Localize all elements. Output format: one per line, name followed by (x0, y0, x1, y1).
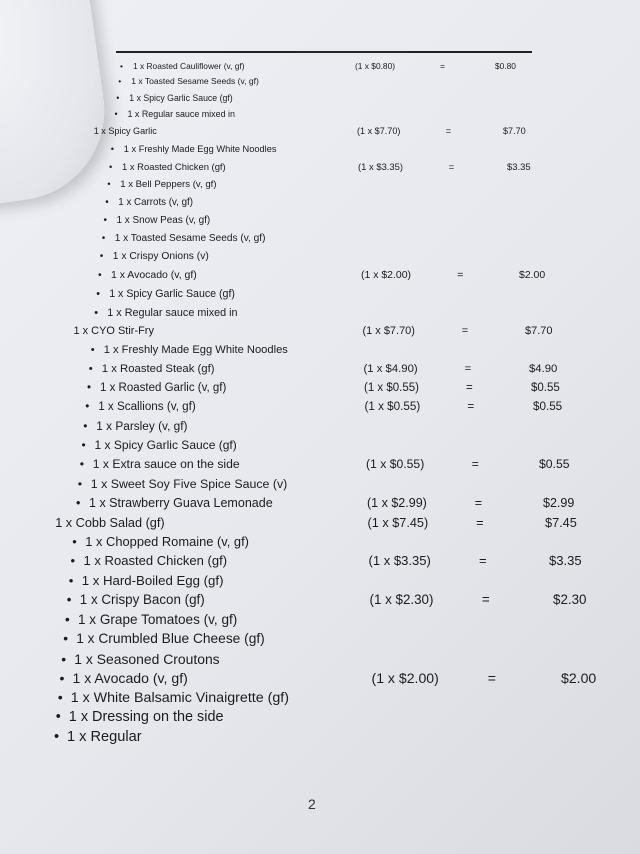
equals-sign: = (464, 362, 472, 375)
equals-sign: = (487, 670, 496, 687)
item-calculation: (1 x $0.80) (355, 61, 396, 72)
equals-sign: = (467, 400, 475, 414)
item-name: 1 x Cobb Salad (gf) (55, 514, 165, 530)
equals-sign: = (476, 514, 484, 530)
item-total: $2.30 (553, 592, 587, 608)
item-modifier: • 1 x Spicy Garlic Sauce (gf) (95, 438, 237, 452)
item-calculation: (1 x $7.70) (357, 126, 401, 137)
item-modifier: • 1 x Roasted Steak (gf) (102, 363, 215, 375)
equals-sign: = (461, 325, 469, 338)
item-modifier: • 1 x Freshly Made Egg White Noodles (124, 144, 277, 154)
equals-sign: = (448, 161, 455, 173)
item-modifier: • 1 x Chopped Romaine (v, gf) (85, 534, 249, 549)
item-name: 1 x Spicy Garlic (93, 126, 157, 137)
item-calculation: (1 x $0.55) (364, 400, 421, 414)
item-total: $3.35 (549, 553, 582, 569)
item-modifier: • 1 x Grape Tomatoes (v, gf) (78, 612, 237, 627)
item-modifier: • 1 x Avocado (v, gf) (73, 670, 188, 686)
item-modifier: • 1 x Spicy Garlic Sauce (gf) (109, 288, 235, 300)
item-calculation: (1 x $3.35) (368, 553, 431, 569)
equals-sign: = (440, 61, 445, 72)
item-modifier: • 1 x Crumbled Blue Cheese (gf) (76, 631, 265, 646)
item-modifier: • 1 x Roasted Cauliflower (v, gf) (133, 61, 245, 71)
item-total: $0.55 (539, 457, 570, 472)
equals-sign: = (457, 269, 464, 281)
item-modifier: • 1 x Crispy Onions (v) (113, 251, 209, 262)
equals-sign: = (474, 495, 482, 510)
item-modifier: • 1 x Spicy Garlic Sauce (gf) (129, 93, 232, 103)
item-modifier: • 1 x White Balsamic Vinaigrette (gf) (71, 690, 289, 706)
item-modifier: • 1 x Toasted Sesame Seeds (v, gf) (131, 76, 259, 86)
item-calculation: (1 x $2.30) (369, 592, 434, 608)
item-total: $7.45 (545, 514, 577, 530)
item-calculation: (1 x $4.90) (363, 362, 418, 375)
item-modifier: • 1 x Scallions (v, gf) (98, 400, 196, 413)
item-calculation: (1 x $7.45) (367, 514, 429, 530)
item-total: $7.70 (525, 325, 553, 338)
page-curl (0, 0, 116, 211)
item-modifier: • 1 x Bell Peppers (v, gf) (120, 179, 216, 190)
equals-sign: = (471, 457, 479, 472)
item-modifier: • 1 x Snow Peas (v, gf) (117, 215, 211, 226)
item-modifier: • 1 x Toasted Sesame Seeds (v, gf) (115, 233, 266, 244)
item-total: $7.70 (503, 126, 526, 137)
item-modifier: • 1 x Carrots (v, gf) (118, 197, 193, 208)
item-modifier: • 1 x Crispy Bacon (gf) (80, 592, 205, 607)
page-number: 2 (308, 796, 316, 812)
equals-sign: = (479, 553, 487, 569)
item-name: 1 x CYO Stir-Fry (73, 325, 154, 338)
item-modifier: • 1 x Extra sauce on the side (93, 457, 240, 471)
item-calculation: (1 x $2.99) (367, 495, 427, 510)
item-modifier: • 1 x Regular sauce mixed in (128, 109, 235, 119)
item-total: $2.00 (519, 269, 546, 281)
equals-sign: = (445, 126, 452, 137)
item-total: $3.35 (507, 161, 531, 173)
item-modifier: • 1 x Sweet Soy Five Spice Sauce (v) (91, 477, 287, 491)
item-modifier: • 1 x Seasoned Croutons (74, 651, 219, 667)
equals-sign: = (481, 592, 490, 608)
item-calculation: (1 x $7.70) (362, 325, 415, 338)
item-total: $0.55 (533, 400, 563, 414)
item-modifier: • 1 x Roasted Chicken (gf) (122, 161, 226, 172)
item-total: $2.99 (543, 495, 575, 510)
item-modifier: • 1 x Regular sauce mixed in (107, 307, 237, 319)
item-modifier: • 1 x Roasted Chicken (gf) (84, 553, 228, 568)
item-modifier: • 1 x Dressing on the side (69, 709, 224, 725)
item-total: $0.80 (495, 61, 516, 72)
equals-sign: = (466, 381, 473, 394)
item-modifier: • 1 x Roasted Garlic (v, gf) (100, 382, 226, 394)
item-calculation: (1 x $0.55) (366, 457, 425, 472)
item-modifier: • 1 x Strawberry Guava Lemonade (89, 496, 273, 510)
item-modifier: • 1 x Parsley (v, gf) (96, 419, 187, 433)
item-total: $2.00 (561, 670, 597, 687)
item-modifier: • 1 x Freshly Made Egg White Noodles (104, 344, 288, 356)
item-total: $4.90 (529, 362, 558, 375)
item-total: $0.55 (531, 381, 560, 394)
item-modifier: • 1 x Regular (67, 729, 142, 745)
item-modifier: • 1 x Hard-Boiled Egg (gf) (82, 573, 224, 588)
item-calculation: (1 x $2.00) (371, 670, 439, 687)
header-rule (116, 51, 532, 53)
item-calculation: (1 x $3.35) (358, 161, 404, 173)
item-calculation: (1 x $0.55) (364, 381, 419, 394)
item-calculation: (1 x $2.00) (361, 269, 412, 281)
item-modifier: • 1 x Avocado (v, gf) (111, 270, 197, 281)
